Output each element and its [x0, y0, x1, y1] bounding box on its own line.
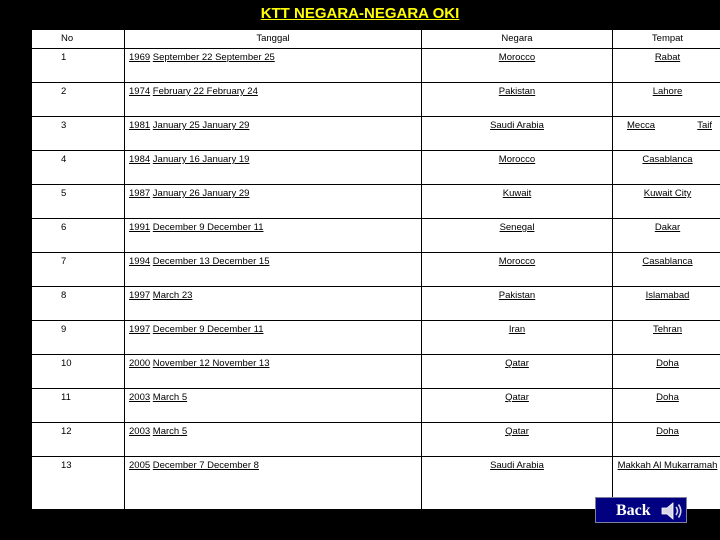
- cell-tanggal: [125, 219, 422, 253]
- tanggal-year-link[interactable]: 1991: [129, 222, 151, 233]
- tempat-list: [617, 154, 718, 165]
- cell-negara: [422, 151, 613, 185]
- tanggal-year-link[interactable]: 2000: [129, 358, 151, 369]
- cell-tanggal: [125, 389, 422, 423]
- tanggal-year-link[interactable]: 1997: [129, 290, 151, 301]
- tanggal-dates-link[interactable]: March 5: [152, 392, 188, 403]
- tempat-link[interactable]: Casablanca: [642, 154, 693, 165]
- cell-tempat: [613, 253, 720, 287]
- cell-no: 7: [32, 253, 125, 287]
- cell-no: 2: [32, 83, 125, 117]
- negara-link[interactable]: Saudi Arabia: [490, 460, 544, 471]
- cell-tanggal: [125, 457, 422, 510]
- back-button[interactable]: [595, 497, 687, 523]
- tempat-link[interactable]: Islamabad: [645, 290, 690, 301]
- cell-negara: [422, 423, 613, 457]
- tanggal-year-link[interactable]: 1994: [129, 256, 151, 267]
- header-no: No: [32, 30, 125, 49]
- back-button-label: Back: [616, 502, 651, 519]
- tempat-list: [617, 120, 718, 131]
- tempat-list: [617, 460, 718, 471]
- cell-no: 12: [32, 423, 125, 457]
- cell-negara: [422, 287, 613, 321]
- tanggal-year-link[interactable]: 2005: [129, 460, 151, 471]
- table-row: [32, 83, 720, 117]
- tempat-list: [617, 324, 718, 335]
- cell-no: 8: [32, 287, 125, 321]
- tempat-link[interactable]: Doha: [656, 358, 679, 369]
- speaker-icon: [660, 500, 684, 522]
- cell-negara: [422, 219, 613, 253]
- table-row: [32, 253, 720, 287]
- table-row: [32, 287, 720, 321]
- header-tanggal: Tanggal: [125, 30, 422, 49]
- cell-tanggal: [125, 83, 422, 117]
- cell-tanggal: [125, 185, 422, 219]
- tanggal-year-link[interactable]: 2003: [129, 426, 151, 437]
- cell-tanggal: [125, 355, 422, 389]
- cell-negara: [422, 321, 613, 355]
- tempat-link[interactable]: Makkah Al Mukarramah: [617, 460, 718, 471]
- tanggal-year-link[interactable]: 1997: [129, 324, 151, 335]
- tempat-list: [617, 86, 718, 97]
- tempat-link[interactable]: Lahore: [652, 86, 683, 97]
- tempat-link[interactable]: Casablanca: [642, 256, 693, 267]
- tempat-list: [617, 426, 718, 437]
- tanggal-dates-link[interactable]: December 7 December 8: [152, 460, 259, 471]
- table-row: [32, 151, 720, 185]
- tanggal-dates-link[interactable]: March 5: [152, 426, 188, 437]
- negara-link[interactable]: Morocco: [498, 52, 536, 63]
- tanggal-year-link[interactable]: 2003: [129, 392, 151, 403]
- cell-tempat: [613, 185, 720, 219]
- cell-no: 1: [32, 49, 125, 83]
- cell-negara: [422, 355, 613, 389]
- tanggal-dates-link[interactable]: November 12 November 13: [152, 358, 270, 369]
- table-header-row: [32, 30, 720, 49]
- tanggal-year-link[interactable]: 1974: [129, 86, 151, 97]
- tempat-list: [617, 222, 718, 233]
- cell-tanggal: [125, 253, 422, 287]
- negara-link[interactable]: Morocco: [498, 256, 536, 267]
- tanggal-dates-link[interactable]: January 26 January 29: [152, 188, 250, 199]
- page-title: KTT NEGARA-NEGARA OKI: [260, 5, 460, 22]
- tempat-link[interactable]: Mecca: [627, 120, 655, 131]
- cell-tempat: [613, 49, 720, 83]
- cell-tempat: [613, 321, 720, 355]
- cell-tempat: [613, 355, 720, 389]
- cell-negara: [422, 83, 613, 117]
- tempat-list: [617, 188, 718, 199]
- cell-tempat: [613, 219, 720, 253]
- cell-tanggal: [125, 287, 422, 321]
- tanggal-dates-link[interactable]: February 22 February 24: [152, 86, 258, 97]
- cell-no: 4: [32, 151, 125, 185]
- negara-link[interactable]: Senegal: [499, 222, 535, 233]
- cell-tanggal: [125, 117, 422, 151]
- table-row: [32, 321, 720, 355]
- cell-no: 3: [32, 117, 125, 151]
- summit-table: [31, 29, 720, 510]
- cell-no: 13: [32, 457, 125, 510]
- tempat-list: [617, 52, 718, 63]
- cell-no: 9: [32, 321, 125, 355]
- cell-no: 5: [32, 185, 125, 219]
- tanggal-dates-link[interactable]: March 23: [152, 290, 193, 301]
- table-row: [32, 423, 720, 457]
- cell-tempat: [613, 151, 720, 185]
- negara-link[interactable]: Kuwait: [502, 188, 532, 199]
- cell-negara: [422, 457, 613, 510]
- cell-no: 6: [32, 219, 125, 253]
- negara-link[interactable]: Qatar: [505, 392, 529, 403]
- cell-tanggal: [125, 151, 422, 185]
- cell-tempat: [613, 83, 720, 117]
- tanggal-dates-link[interactable]: December 9 December 11: [152, 222, 264, 233]
- negara-link[interactable]: Saudi Arabia: [490, 120, 544, 131]
- header-negara: Negara: [422, 30, 613, 49]
- negara-link[interactable]: Morocco: [498, 154, 536, 165]
- cell-no: 11: [32, 389, 125, 423]
- table-row: [32, 355, 720, 389]
- cell-tanggal: [125, 423, 422, 457]
- cell-tanggal: [125, 49, 422, 83]
- cell-tempat: [613, 423, 720, 457]
- tempat-list: [617, 290, 718, 301]
- tanggal-year-link[interactable]: 1984: [129, 154, 151, 165]
- tanggal-year-link[interactable]: 1987: [129, 188, 151, 199]
- table-row: [32, 219, 720, 253]
- tempat-list: [617, 256, 718, 267]
- tempat-link[interactable]: Kuwait City: [643, 188, 692, 199]
- table-body: [32, 49, 720, 510]
- table-row: [32, 185, 720, 219]
- tempat-link[interactable]: Rabat: [654, 52, 681, 63]
- table-row: [32, 49, 720, 83]
- negara-link[interactable]: Pakistan: [498, 290, 536, 301]
- cell-tempat: [613, 287, 720, 321]
- negara-link[interactable]: Qatar: [505, 426, 529, 437]
- cell-negara: [422, 117, 613, 151]
- table-row: [32, 117, 720, 151]
- tempat-link[interactable]: Doha: [656, 426, 679, 437]
- tempat-link[interactable]: Tehran: [652, 324, 683, 335]
- cell-negara: [422, 389, 613, 423]
- tanggal-year-link[interactable]: 1981: [129, 120, 151, 131]
- tanggal-dates-link[interactable]: January 25 January 29: [152, 120, 250, 131]
- tanggal-year-link[interactable]: 1969: [129, 52, 151, 63]
- tempat-link[interactable]: Taif: [697, 120, 712, 131]
- negara-link[interactable]: Iran: [508, 324, 526, 335]
- table-row: [32, 389, 720, 423]
- tanggal-dates-link[interactable]: September 22 September 25: [152, 52, 275, 63]
- tempat-list: [617, 392, 718, 403]
- negara-link[interactable]: Qatar: [505, 358, 529, 369]
- cell-negara: [422, 253, 613, 287]
- tanggal-dates-link[interactable]: December 9 December 11: [152, 324, 264, 335]
- tanggal-dates-link[interactable]: December 13 December 15: [152, 256, 270, 267]
- tempat-link[interactable]: Doha: [656, 392, 679, 403]
- cell-tanggal: [125, 321, 422, 355]
- tempat-list: [617, 358, 718, 369]
- tempat-link[interactable]: Dakar: [654, 222, 681, 233]
- cell-negara: [422, 49, 613, 83]
- cell-negara: [422, 185, 613, 219]
- cell-tempat: [613, 117, 720, 151]
- negara-link[interactable]: Pakistan: [498, 86, 536, 97]
- header-tempat: Tempat: [613, 30, 720, 49]
- cell-tempat: [613, 389, 720, 423]
- cell-no: 10: [32, 355, 125, 389]
- tanggal-dates-link[interactable]: January 16 January 19: [152, 154, 250, 165]
